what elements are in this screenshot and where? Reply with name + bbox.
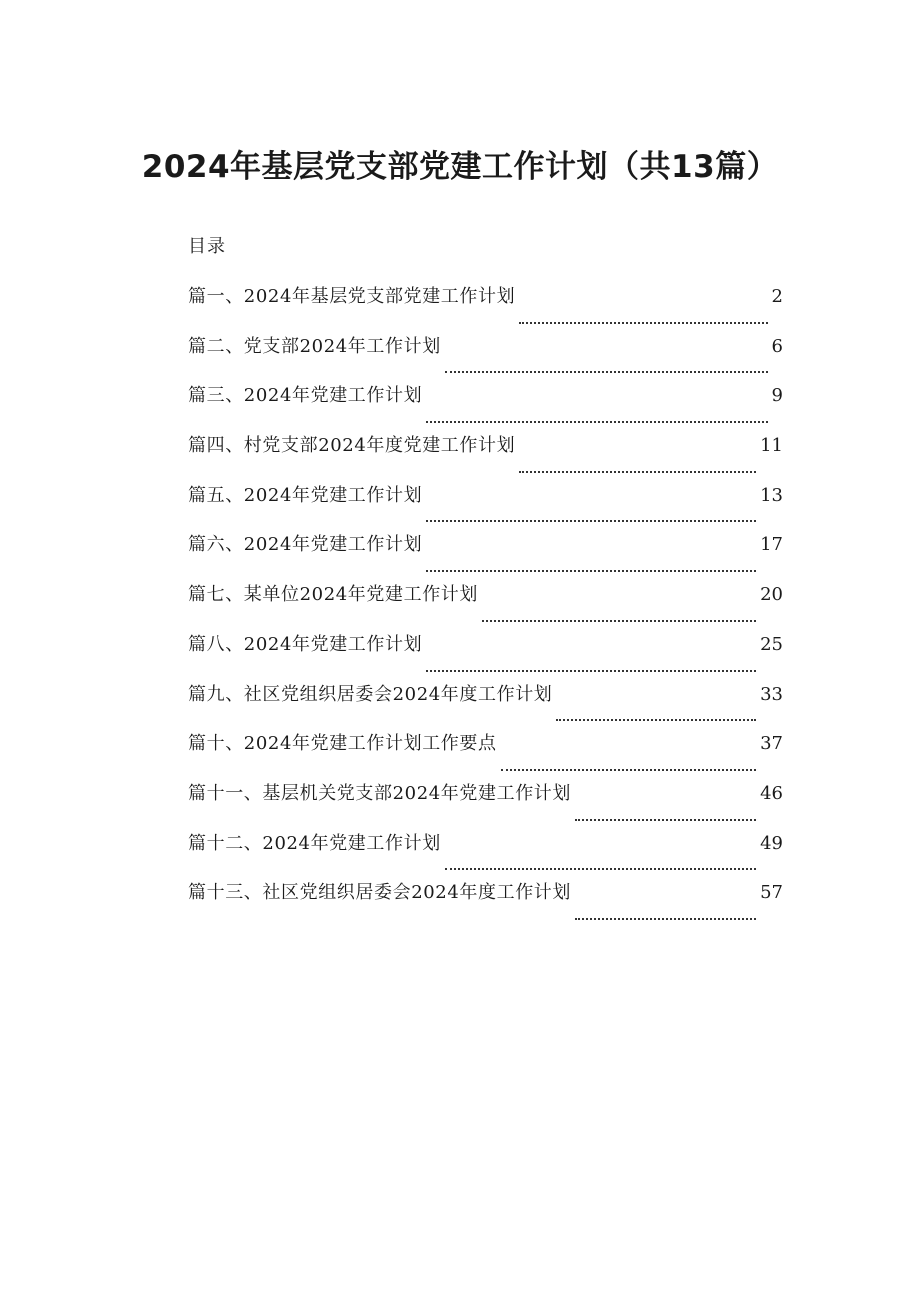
toc-entry-title: 篇三、2024年党建工作计划 bbox=[188, 385, 423, 407]
toc-entry-title: 篇十三、社区党组织居委会2024年度工作计划 bbox=[188, 882, 572, 904]
toc-entry-title: 篇二、党支部2024年工作计划 bbox=[188, 335, 441, 357]
toc-entry-title: 篇八、2024年党建工作计划 bbox=[188, 633, 423, 655]
toc-entry-title: 篇十一、基层机关党支部2024年党建工作计划 bbox=[188, 782, 572, 804]
toc-entry-title: 篇七、某单位2024年党建工作计划 bbox=[188, 584, 479, 606]
toc-entry-page: 9 bbox=[771, 385, 783, 407]
toc-entry-page: 20 bbox=[760, 584, 783, 606]
toc-leader-dots bbox=[426, 569, 756, 572]
toc-entry-page: 2 bbox=[771, 286, 783, 307]
toc-entry-title: 篇五、2024年党建工作计划 bbox=[188, 484, 423, 506]
table-of-contents bbox=[188, 284, 783, 930]
toc-leader-dots bbox=[575, 917, 756, 920]
toc-leader-dots bbox=[575, 818, 756, 821]
toc-entry[interactable] bbox=[188, 284, 783, 334]
toc-leader-dots bbox=[426, 669, 756, 672]
toc-leader-dots bbox=[426, 420, 767, 423]
toc-entry-page: 13 bbox=[760, 484, 783, 506]
toc-entry[interactable] bbox=[188, 781, 783, 831]
toc-entry-page: 49 bbox=[760, 832, 783, 854]
document-title: 2024年基层党支部党建工作计划（共13篇） bbox=[141, 149, 779, 185]
toc-entry-page: 33 bbox=[760, 683, 783, 705]
toc-entry[interactable] bbox=[188, 831, 783, 881]
toc-entry-title: 篇四、村党支部2024年度党建工作计划 bbox=[188, 435, 516, 457]
toc-leader-dots bbox=[445, 867, 756, 870]
toc-entry-page: 6 bbox=[771, 335, 783, 357]
toc-entry-title: 篇九、社区党组织居委会2024年度工作计划 bbox=[188, 683, 553, 705]
toc-entry-title: 篇十、2024年党建工作计划工作要点 bbox=[188, 733, 497, 755]
toc-leader-dots bbox=[482, 619, 756, 622]
toc-leader-dots bbox=[519, 470, 756, 473]
toc-entry[interactable] bbox=[188, 483, 783, 533]
toc-entry[interactable] bbox=[188, 532, 783, 582]
toc-leader-dots bbox=[556, 718, 756, 721]
toc-entry-page: 17 bbox=[760, 534, 783, 556]
toc-entry[interactable] bbox=[188, 582, 783, 632]
toc-entry-page: 25 bbox=[760, 633, 783, 655]
toc-heading: 目录 bbox=[188, 236, 226, 257]
toc-entry[interactable] bbox=[188, 632, 783, 682]
toc-entry[interactable] bbox=[188, 433, 783, 483]
toc-entry-page: 37 bbox=[760, 733, 783, 755]
toc-leader-dots bbox=[501, 768, 756, 771]
toc-entry[interactable] bbox=[188, 383, 783, 433]
toc-entry-page: 57 bbox=[760, 882, 783, 904]
toc-entry[interactable] bbox=[188, 334, 783, 384]
toc-entry-title: 篇十二、2024年党建工作计划 bbox=[188, 832, 441, 854]
toc-entry-title: 篇一、2024年基层党支部党建工作计划 bbox=[188, 286, 516, 307]
toc-entry-page: 11 bbox=[760, 435, 783, 457]
toc-leader-dots bbox=[445, 370, 768, 373]
toc-entry-title: 篇六、2024年党建工作计划 bbox=[188, 534, 423, 556]
toc-leader-dots bbox=[519, 321, 767, 324]
toc-entry[interactable] bbox=[188, 682, 783, 732]
toc-entry[interactable] bbox=[188, 731, 783, 781]
toc-leader-dots bbox=[426, 519, 756, 522]
toc-entry-page: 46 bbox=[760, 782, 783, 804]
toc-entry[interactable] bbox=[188, 880, 783, 930]
